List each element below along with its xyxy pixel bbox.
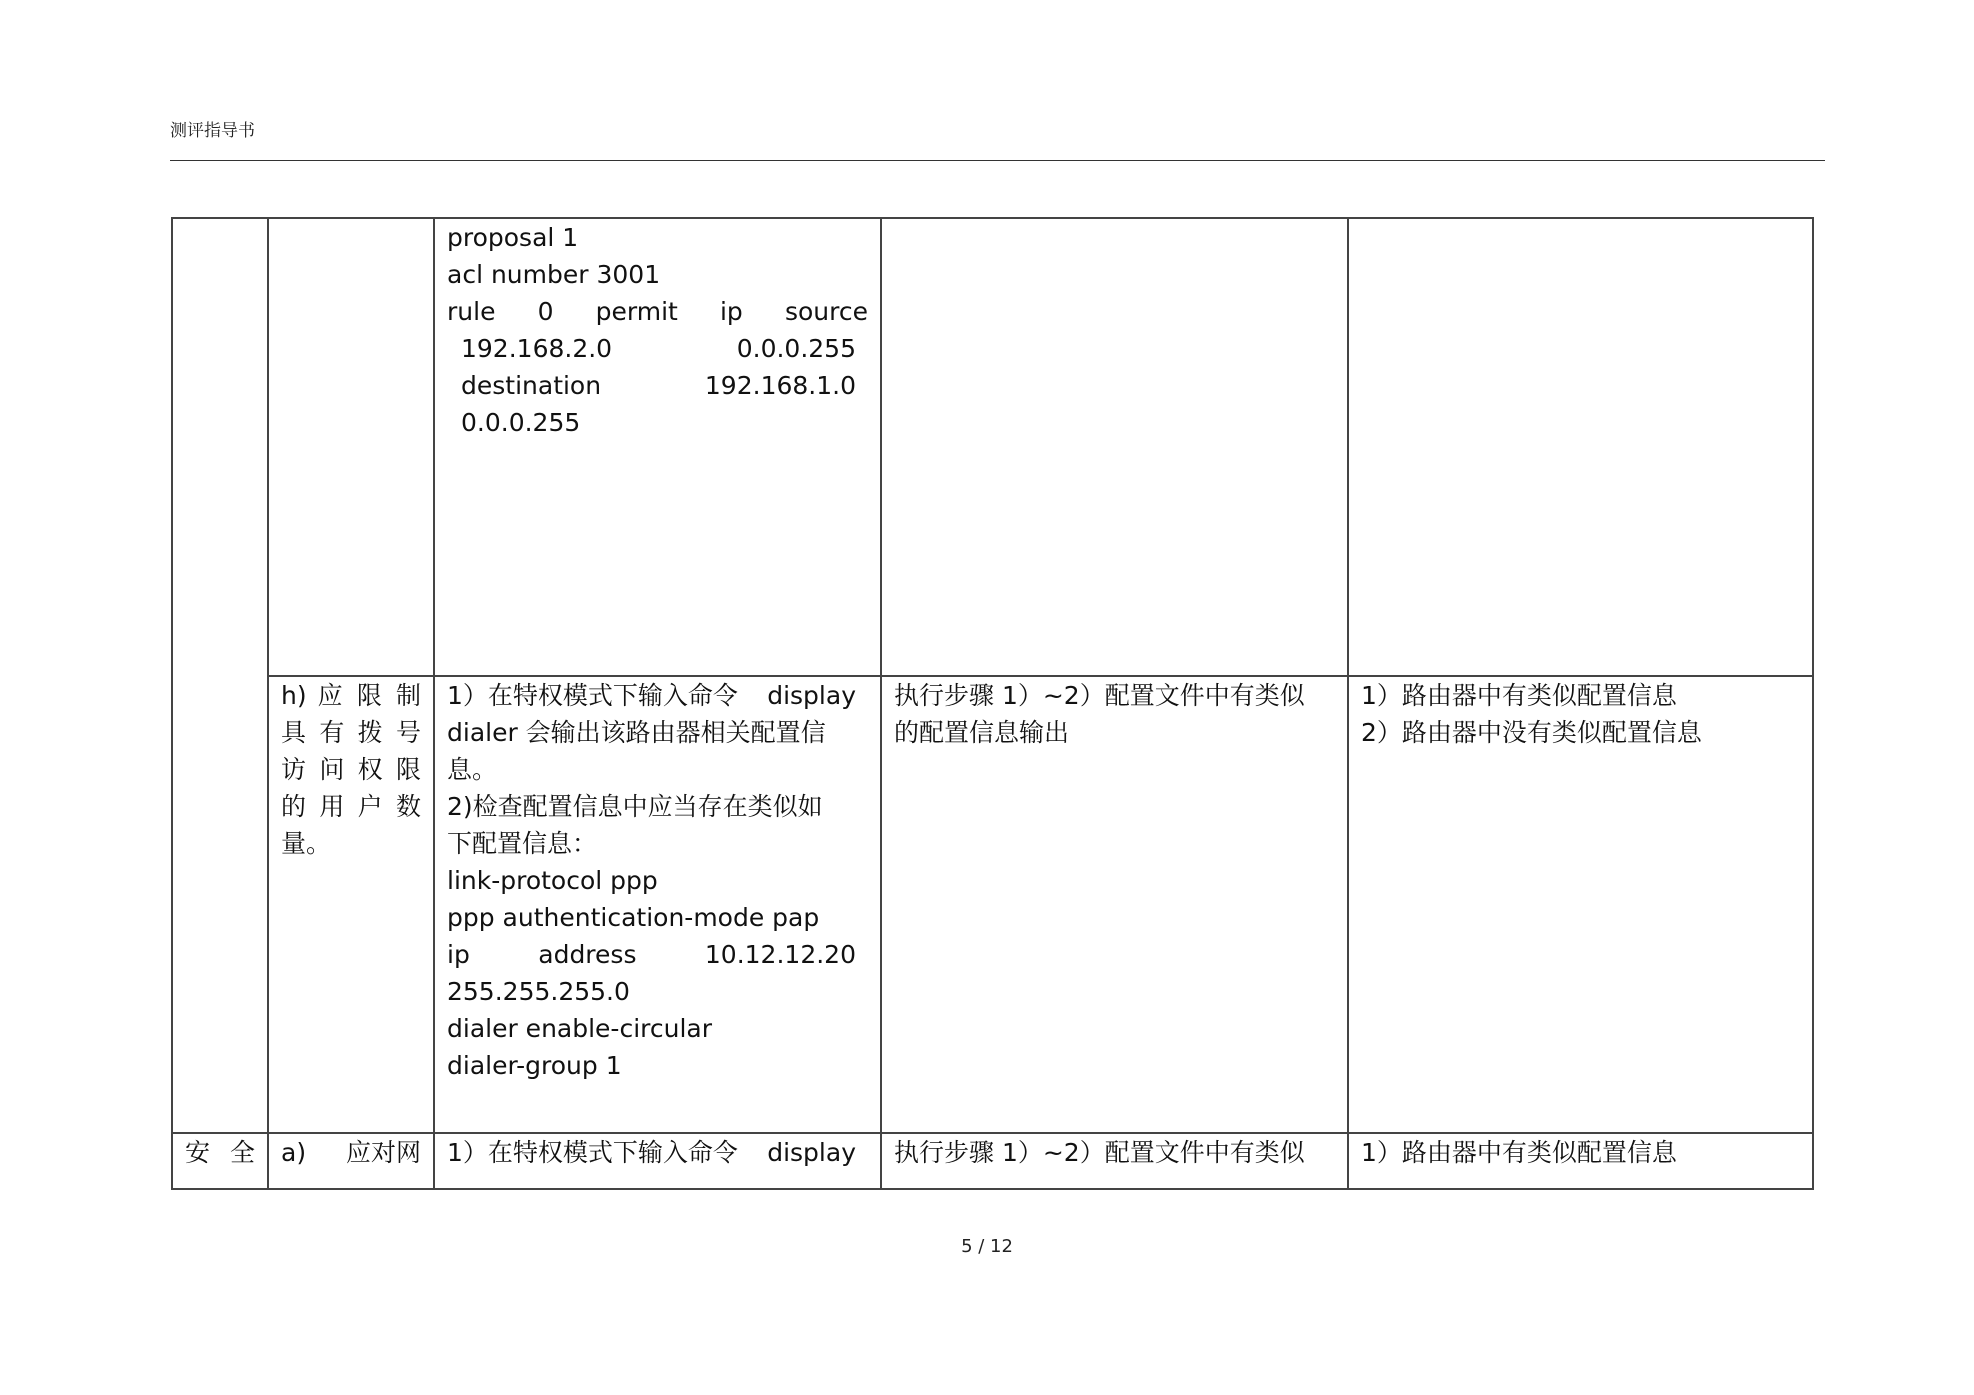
item-text-line: h) 应 限 制 (281, 681, 421, 710)
result-line: 2）路由器中没有类似配置信息 (1361, 718, 1702, 747)
item-cell (268, 1133, 434, 1189)
item-text-line: 访 问 权 限 (281, 755, 421, 784)
expected-result-line: 执行步骤 1）~2）配置文件中有类似 (894, 681, 1305, 710)
result-cell (1348, 676, 1813, 1133)
command-line: 0.0.0.255 (461, 408, 581, 437)
item-text-line: 具 有 拨 号 (281, 718, 421, 747)
procedure-line: 255.255.255.0 (447, 977, 630, 1006)
command-line: proposal 1 (447, 223, 579, 252)
procedure-cell (434, 218, 881, 676)
procedure-line: dialer-group 1 (447, 1051, 622, 1080)
table-row (172, 218, 1813, 676)
command-line: acl number 3001 (447, 260, 661, 289)
procedure-line: dialer enable-circular (447, 1014, 713, 1043)
item-cell (268, 218, 434, 676)
procedure-line: 1）在特权模式下输入命令 display (447, 681, 856, 710)
procedure-line: link-protocol ppp (447, 866, 658, 895)
command-line: rule 0 permit ip source (447, 297, 868, 326)
table-row (172, 1133, 1813, 1189)
procedure-cell (434, 1133, 881, 1189)
result-cell (1348, 1133, 1813, 1189)
expected-result-cell (881, 218, 1348, 676)
category-cell (172, 1133, 268, 1189)
command-line: destination 192.168.1.0 (461, 371, 856, 400)
header-title: 测评指导书 (170, 121, 255, 141)
procedure-line: dialer 会输出该路由器相关配置信 (447, 718, 826, 747)
item-text-line: a) 应对网 (281, 1138, 421, 1167)
procedure-line: 息。 (447, 755, 498, 784)
procedure-line: ppp authentication-mode pap (447, 903, 820, 932)
expected-result-cell (881, 1133, 1348, 1189)
procedure-line: 1）在特权模式下输入命令 display (447, 1138, 856, 1167)
result-line: 1）路由器中有类似配置信息 (1361, 1138, 1677, 1167)
item-text-line: 量。 (281, 829, 332, 858)
category-label: 安 全 (185, 1138, 255, 1167)
command-line: 192.168.2.0 0.0.0.255 (461, 334, 856, 363)
procedure-line: ip address 10.12.12.20 (447, 940, 856, 969)
expected-result-line: 的配置信息输出 (894, 718, 1070, 747)
result-line: 1）路由器中有类似配置信息 (1361, 681, 1677, 710)
result-cell (1348, 218, 1813, 676)
category-cell (172, 218, 268, 1133)
header-rule (170, 160, 1825, 161)
procedure-cell (434, 676, 881, 1133)
expected-result-cell (881, 676, 1348, 1133)
page-number: 5 / 12 (961, 1236, 1013, 1257)
procedure-line: 2)检查配置信息中应当存在类似如 (447, 792, 823, 821)
item-text-line: 的 用 户 数 (281, 792, 421, 821)
table-row (172, 676, 1813, 1133)
evaluation-table (171, 217, 1814, 1190)
expected-result-line: 执行步骤 1）~2）配置文件中有类似 (894, 1138, 1305, 1167)
item-cell (268, 676, 434, 1133)
procedure-line: 下配置信息： (447, 829, 598, 858)
